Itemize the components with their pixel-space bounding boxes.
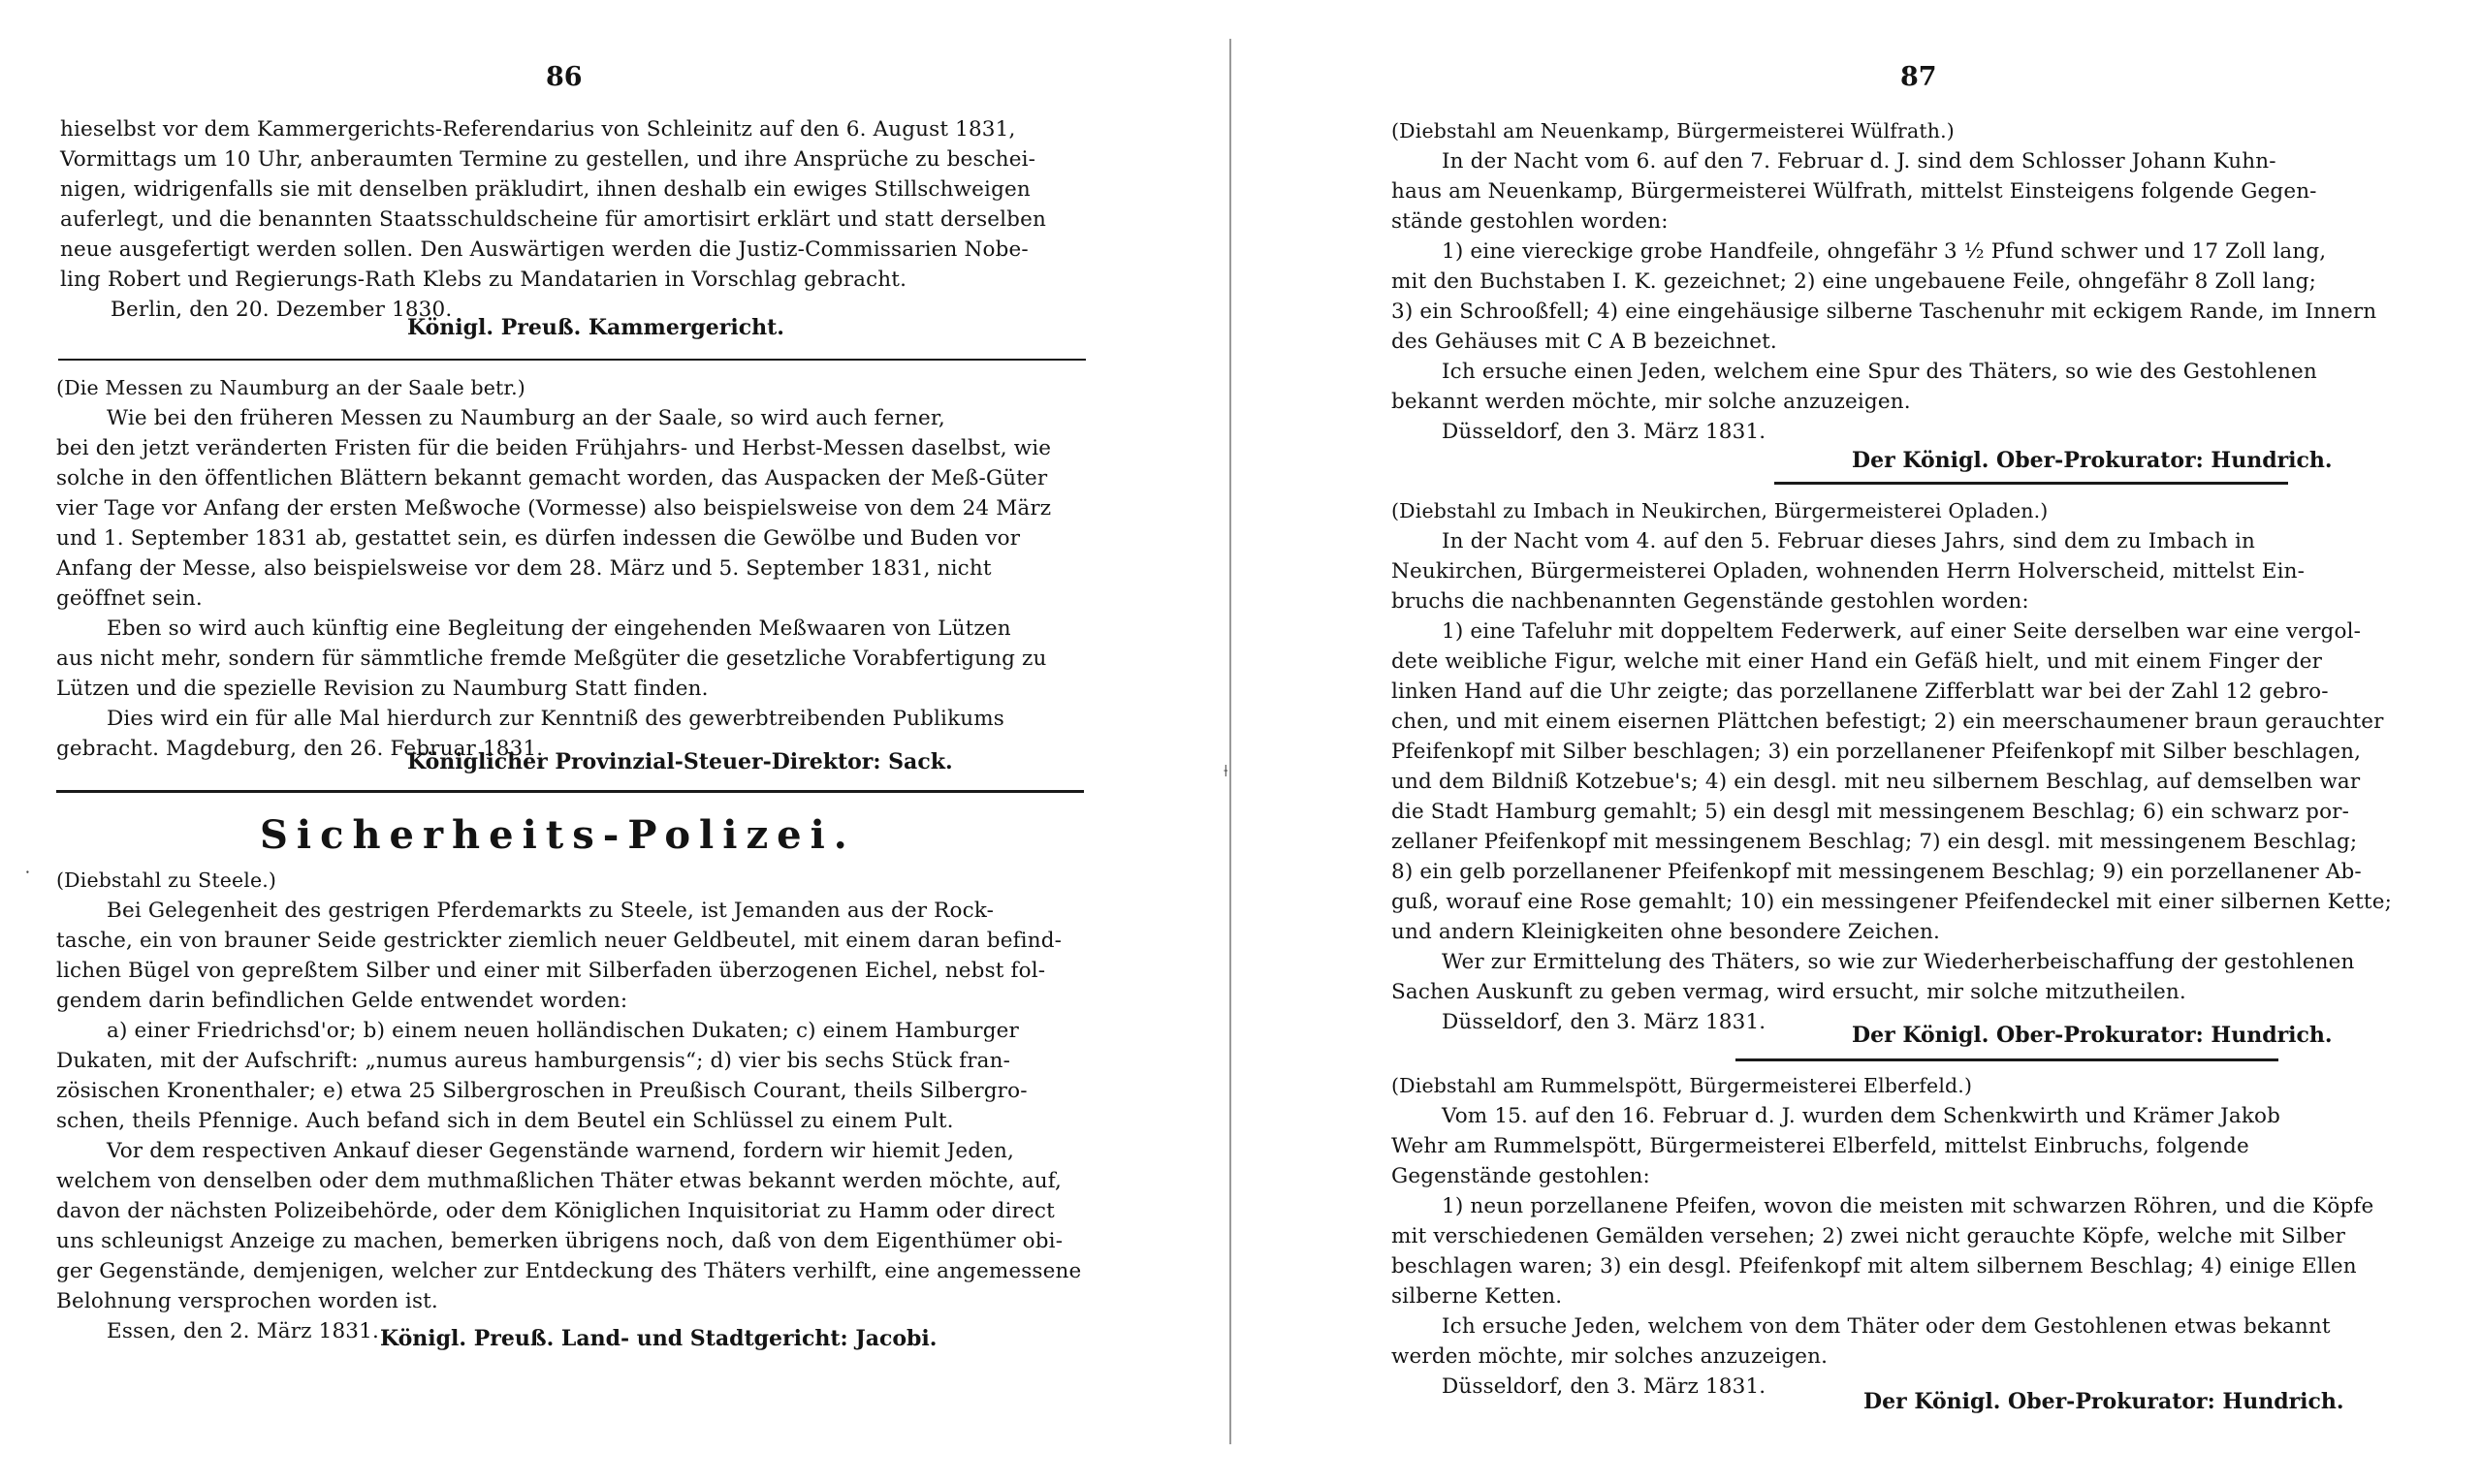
text-line: Gegenstände gestohlen:	[1391, 1164, 1650, 1188]
text-line: Vom 15. auf den 16. Februar d. J. wurden dem Schenkwirth und Krämer Jakob	[1442, 1104, 2281, 1128]
text-line: nigen, widrigenfalls sie mit denselben präkludirt, ihnen deshalb ein ewiges Stillschweigen	[60, 177, 1031, 202]
date-line: Düsseldorf, den 3. März 1831.	[1442, 1010, 1766, 1034]
text-line: Dies wird ein für alle Mal hierdurch zur Kenntniß des gewerbtreibenden Publikums	[107, 707, 1004, 731]
text-line: ling Robert und Regierungs-Rath Klebs zu Mandatarien in Vorschlag gebracht.	[60, 268, 907, 292]
text-line: bekannt werden möchte, mir solche anzuzeigen.	[1391, 390, 1911, 414]
text-line: mit verschiedenen Gemälden versehen; 2) zwei nicht gerauchte Köpfe, welche mit Silber	[1391, 1224, 2346, 1248]
text-line: In der Nacht vom 4. auf den 5. Februar dieses Jahrs, sind dem zu Imbach in	[1442, 529, 2256, 553]
section-rule	[56, 790, 1084, 793]
section-rule	[1774, 482, 2288, 485]
left-page	[0, 0, 1231, 1484]
date-line: Essen, den 2. März 1831.	[107, 1319, 379, 1343]
signature: Königl. Preuß. Land- und Stadtgericht: Jacobi.	[380, 1326, 938, 1351]
section-kammergericht	[60, 114, 1117, 325]
text-line: In der Nacht vom 6. auf den 7. Februar d. J. sind dem Schlosser Johann Kuhn-	[1442, 149, 2276, 174]
text-line: bei den jetzt veränderten Fristen für die beiden Frühjahrs- und Herbst-Messen daselbst, wie	[56, 436, 1052, 460]
date-line: Düsseldorf, den 3. März 1831.	[1442, 1374, 1766, 1399]
text-line: guß, worauf eine Rose gemahlt; 10) ein messingener Pfeifendeckel mit einer silbernen Kette;	[1391, 890, 2392, 914]
text-line: geöffnet sein.	[56, 586, 203, 611]
text-line: auferlegt, und die benannten Staatsschuldscheine für amortisirt erklärt und statt derselben	[60, 207, 1046, 232]
text-line: bruchs die nachbenannten Gegenstände gestohlen worden:	[1391, 589, 2029, 614]
text-line: 1) eine viereckige grobe Handfeile, ohngefähr 3 ½ Pfund schwer und 17 Zoll lang,	[1442, 239, 2327, 264]
page-number-left: 86	[546, 62, 583, 92]
text-line: Belohnung versprochen worden ist.	[56, 1289, 438, 1313]
text-line: Vor dem respectiven Ankauf dieser Gegenstände warnend, fordern wir hiemit Jeden,	[107, 1139, 1014, 1163]
text-line: lichen Bügel von gepreßtem Silber und einer mit Silberfaden überzogenen Eichel, nebst fol-	[56, 959, 1046, 983]
text-line: schen, theils Pfennige. Auch befand sich in dem Beutel ein Schlüssel zu einem Pult.	[56, 1109, 954, 1133]
text-line: Eben so wird auch künftig eine Begleitung der eingehenden Meßwaaren von Lützen	[107, 616, 1011, 641]
text-line: 1) neun porzellanene Pfeifen, wovon die meisten mit schwarzen Röhren, und die Köpfe	[1442, 1194, 2374, 1218]
text-line: Vormittags um 10 Uhr, anberaumten Termine zu gestellen, und ihre Ansprüche zu beschei-	[60, 147, 1036, 172]
text-line: Anfang der Messe, also beispielsweise vor dem 28. März und 5. September 1831, nicht	[56, 556, 992, 581]
section-heading: (Die Messen zu Naumburg an der Saale betr.)	[56, 376, 525, 399]
text-line: Wer zur Ermittelung des Thäters, so wie zur Wiederherbeischaffung der gestohlenen	[1442, 950, 2355, 974]
text-line: Sachen Auskunft zu geben vermag, wird ersucht, mir solche mitzutheilen.	[1391, 980, 2186, 1004]
signature: Der Königl. Ober-Prokurator: Hundrich.	[1852, 1023, 2333, 1048]
text-line: mit den Buchstaben I. K. gezeichnet; 2) eine ungebauene Feile, ohngefähr 8 Zoll lang;	[1391, 269, 2316, 294]
text-line: aus nicht mehr, sondern für sämmtliche fremde Meßgüter die gesetzliche Vorabfertigung zu	[56, 647, 1047, 671]
text-line: hieselbst vor dem Kammergerichts-Referendarius von Schleinitz auf den 6. August 1831,	[60, 117, 1016, 142]
text-line: Ich ersuche Jeden, welchem von dem Thäter oder dem Gestohlenen etwas bekannt	[1442, 1314, 2331, 1339]
text-line: Wie bei den früheren Messen zu Naumburg an der Saale, so wird auch ferner,	[107, 406, 945, 430]
section-heading: (Diebstahl am Neuenkamp, Bürgermeisterei Wülfrath.)	[1391, 119, 1955, 142]
text-line: Neukirchen, Bürgermeisterei Opladen, wohnenden Herrn Holverscheid, mittelst Ein-	[1391, 559, 2306, 584]
text-line: dete weibliche Figur, welche mit einer Hand ein Gefäß hielt, und mit einem Finger der	[1391, 649, 2323, 674]
date-line: Düsseldorf, den 3. März 1831.	[1442, 420, 1766, 444]
text-line: neue ausgefertigt werden sollen. Den Auswärtigen werden die Justiz-Commissarien Nobe-	[60, 237, 1029, 262]
text-line: gebracht. Magdeburg, den 26. Februar 1831.	[56, 737, 544, 761]
section-diebstahl-rummelspoett	[1391, 1071, 2467, 1402]
signature: Der Königl. Ober-Prokurator: Hundrich.	[1863, 1389, 2344, 1414]
text-line: Wehr am Rummelspött, Bürgermeisterei Elberfeld, mittelst Einbruchs, folgende	[1391, 1134, 2249, 1158]
section-diebstahl-neuenkamp	[1391, 116, 2467, 447]
text-line: zösischen Kronenthaler; e) etwa 25 Silbergroschen in Preußisch Courant, theils Silbergro-	[56, 1079, 1028, 1103]
signature: Königlicher Provinzial-Steuer-Direktor: Sack.	[407, 749, 953, 774]
section-messen-naumburg	[56, 373, 1113, 764]
text-line: vier Tage vor Anfang der ersten Meßwoche (Vormesse) also beispielsweise von dem 24 März	[56, 496, 1052, 521]
section-heading: (Diebstahl zu Imbach in Neukirchen, Bürgermeisterei Opladen.)	[1391, 499, 2049, 522]
right-page	[1231, 0, 2482, 1484]
text-line: haus am Neuenkamp, Bürgermeisterei Wülfrath, mittelst Einsteigens folgende Gegen-	[1391, 179, 2317, 204]
text-line: Ich ersuche einen Jeden, welchem eine Spur des Thäters, so wie des Gestohlenen	[1442, 360, 2317, 384]
text-line: stände gestohlen worden:	[1391, 209, 1669, 234]
section-heading: (Diebstahl zu Steele.)	[56, 868, 277, 892]
section-diebstahl-imbach	[1391, 496, 2467, 1037]
text-line: und andern Kleinigkeiten ohne besondere Zeichen.	[1391, 920, 1940, 944]
text-line: Bei Gelegenheit des gestrigen Pferdemarkts zu Steele, ist Jemanden aus der Rock-	[107, 899, 995, 923]
date-line: Berlin, den 20. Dezember 1830.	[111, 298, 453, 322]
section-title: Sicherheits-Polizei.	[260, 812, 856, 858]
text-line: zellaner Pfeifenkopf mit messingenem Beschlag; 7) ein desgl. mit messingenem Beschlag;	[1391, 830, 2358, 854]
text-line: beschlagen waren; 3) ein desgl. Pfeifenkopf mit altem silbernem Beschlag; 4) einige Ellen	[1391, 1254, 2357, 1279]
section-heading: (Diebstahl am Rummelspött, Bürgermeisterei Elberfeld.)	[1391, 1074, 1973, 1097]
text-line: welchem von denselben oder dem muthmaßlichen Thäter etwas bekannt werden möchte, auf,	[56, 1169, 1063, 1193]
text-line: silberne Ketten.	[1391, 1284, 1563, 1309]
text-line: und dem Bildniß Kotzebue's; 4) ein desgl. mit neu silbernem Beschlag, auf demselben war	[1391, 770, 2361, 794]
text-line: Pfeifenkopf mit Silber beschlagen; 3) ein porzellanener Pfeifenkopf mit Silber beschlagen,	[1391, 740, 2362, 764]
text-line: des Gehäuses mit C A B bezeichnet.	[1391, 330, 1777, 354]
text-line: tasche, ein von brauner Seide gestrickter ziemlich neuer Geldbeutel, mit einem daran befind-	[56, 929, 1063, 953]
text-line: uns schleunigst Anzeige zu machen, bemerken übrigens noch, daß von dem Eigenthümer obi-	[56, 1229, 1064, 1253]
text-line: 1) eine Tafeluhr mit doppeltem Federwerk, auf einer Seite derselben war eine vergol-	[1442, 619, 2362, 644]
text-line: linken Hand auf die Uhr zeigte; das porzellanene Zifferblatt war bei der Zahl 12 gebro-	[1391, 679, 2329, 704]
section-rule	[58, 359, 1086, 361]
text-line: a) einer Friedrichsd'or; b) einem neuen holländischen Dukaten; c) einem Hamburger	[107, 1019, 1019, 1043]
gutter-mark: ⟊	[1224, 761, 1228, 781]
text-line: ger Gegenstände, demjenigen, welcher zur Entdeckung des Thäters verhilft, eine angemessene	[56, 1259, 1082, 1283]
section-rule	[1735, 1058, 2278, 1061]
text-line: gendem darin befindlichen Gelde entwendet worden:	[56, 989, 628, 1013]
text-line: chen, und mit einem eisernen Plättchen befestigt; 2) ein meerschaumener braun gerauchter	[1391, 710, 2384, 734]
text-line: die Stadt Hamburg gemahlt; 5) ein desgl mit messingenem Beschlag; 6) ein schwarz por-	[1391, 800, 2350, 824]
text-line: Dukaten, mit der Aufschrift: „numus aureus hamburgensis“; d) vier bis sechs Stück fran-	[56, 1049, 1011, 1073]
text-line: werden möchte, mir solches anzuzeigen.	[1391, 1344, 1829, 1369]
text-line: und 1. September 1831 ab, gestattet sein, es dürfen indessen die Gewölbe und Buden vor	[56, 526, 1021, 551]
signature: Königl. Preuß. Kammergericht.	[407, 315, 784, 340]
text-line: 3) ein Schrooßfell; 4) eine eingehäusige silberne Taschenuhr mit eckigem Rande, im Innern	[1391, 300, 2377, 324]
page-number-right: 87	[1900, 62, 1937, 92]
text-line: davon der nächsten Polizeibehörde, oder dem Königlichen Inquisitoriat zu Hamm oder direct	[56, 1199, 1055, 1223]
signature: Der Königl. Ober-Prokurator: Hundrich.	[1852, 448, 2333, 473]
margin-mark: ⸱	[25, 863, 30, 883]
text-line: Lützen und die spezielle Revision zu Naumburg Statt finden.	[56, 677, 709, 701]
section-diebstahl-steele	[56, 866, 1113, 1346]
text-line: 8) ein gelb porzellanener Pfeifenkopf mit messingenem Beschlag; 9) ein porzellanener Ab-	[1391, 860, 2362, 884]
text-line: solche in den öffentlichen Blättern bekannt gemacht worden, das Auspacken der Meß-Güter	[56, 466, 1048, 490]
